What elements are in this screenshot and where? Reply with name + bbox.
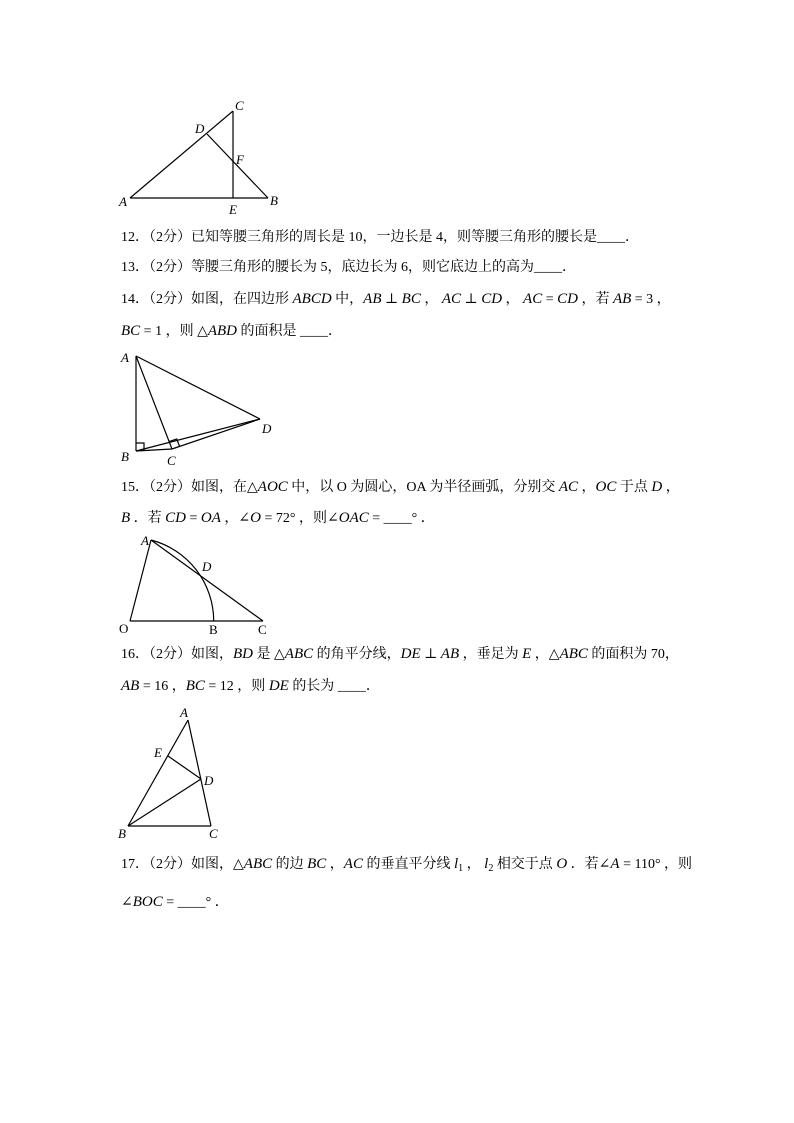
text-run: △: [233, 857, 244, 872]
text-run: 是: [253, 647, 274, 662]
text-run: △: [274, 647, 285, 662]
text-run: ⊥: [420, 647, 441, 662]
text-run: = 3 ，: [631, 292, 671, 307]
text-run: ．若: [130, 511, 166, 526]
label-B: B: [209, 622, 218, 637]
text-run: ⊥: [461, 292, 482, 307]
label-F: F: [236, 152, 244, 167]
text-run: 的面积为 70，: [587, 647, 679, 662]
text-run: 于点: [616, 480, 652, 495]
label-B: B: [270, 193, 278, 208]
math-variable: l: [484, 856, 489, 872]
figure-q14: [120, 350, 272, 468]
text-run: ，: [502, 292, 524, 307]
math-variable: BC: [307, 856, 327, 872]
math-variable: CD: [165, 510, 187, 526]
text-run: 的边: [272, 857, 308, 872]
math-variable: AB: [363, 291, 382, 307]
text-run: ，: [662, 480, 680, 495]
text-run: =: [368, 511, 384, 526]
text-run: 中，以: [287, 480, 337, 495]
text-run: =: [186, 511, 201, 526]
label-C: C: [235, 98, 244, 113]
label-C: C: [209, 826, 218, 841]
label-D: D: [195, 121, 205, 136]
text-run: 13．（2分）等腰三角形的腰长为 5，底边长为 6，则它底边上的高为: [121, 260, 534, 275]
math-variable: B: [121, 510, 131, 526]
math-variable: O: [556, 856, 568, 872]
text-run: 15．（2分）如图，在: [121, 480, 247, 495]
text-run: ．: [625, 230, 639, 245]
question-15-line-2: [121, 508, 435, 528]
text-run: OA: [406, 480, 426, 495]
math-variable: BD: [233, 646, 253, 662]
math-variable: OA: [200, 510, 221, 526]
segment-OA: [130, 540, 151, 621]
text-run: ° ．: [205, 895, 229, 910]
text-run: ，: [463, 857, 485, 872]
text-run: = 16 ，: [139, 679, 186, 694]
text-run: = 12 ，则: [204, 679, 269, 694]
question-14-line-2: [121, 321, 342, 341]
text-run: =: [542, 292, 558, 307]
math-variable: CD: [557, 291, 578, 307]
text-run: ，: [326, 857, 344, 872]
label-D: D: [262, 421, 272, 436]
math-variable: ABC: [559, 646, 588, 662]
text-run: 相交于点: [493, 857, 557, 872]
text-run: 为圆心，: [346, 480, 407, 495]
math-variable: BOC: [132, 894, 163, 910]
label-A: A: [180, 705, 188, 720]
answer-blank: ____: [534, 260, 562, 275]
label-A: A: [141, 533, 149, 548]
segment-AC: [130, 111, 233, 198]
text-run: ，: [420, 292, 442, 307]
math-variable: BC: [401, 291, 421, 307]
answer-blank: ____: [300, 324, 329, 339]
text-run: ，垂足为: [459, 647, 523, 662]
math-variable: A: [610, 856, 620, 872]
text-run: ° ．: [411, 511, 435, 526]
text-run: ∠: [121, 895, 133, 910]
text-run: 17．（2分）如图，: [121, 857, 233, 872]
text-run: ．: [365, 679, 380, 694]
text-run: △: [247, 480, 258, 495]
label-A: A: [121, 350, 129, 365]
text-run: 的长为: [288, 679, 338, 694]
math-variable: AB: [612, 291, 632, 307]
text-run: ，: [578, 480, 596, 495]
math-subscript: 1: [458, 863, 464, 874]
text-run: = 110° ，则: [619, 857, 693, 872]
segment-AC: [136, 356, 172, 449]
text-run: O: [336, 480, 347, 495]
text-run: 的垂直平分线: [362, 857, 454, 872]
math-variable: DE: [400, 646, 421, 662]
figure-q15: [119, 533, 267, 637]
math-variable: ABCD: [292, 291, 332, 307]
math-variable: DE: [268, 678, 289, 694]
figure-q16: [118, 705, 218, 841]
question-16-line-1: [121, 644, 679, 664]
math-variable: AB: [440, 646, 460, 662]
label-E: E: [154, 745, 162, 760]
segment-CD: [172, 419, 260, 449]
math-variable: ABD: [207, 323, 238, 339]
label-D: D: [202, 559, 212, 574]
label-O: O: [119, 621, 129, 636]
math-variable: O: [250, 510, 261, 526]
segment-BD: [128, 779, 201, 826]
math-variable: AC: [558, 479, 579, 495]
math-variable: AC: [523, 291, 543, 307]
text-run: 为半径画弧，分别交: [425, 480, 559, 495]
text-run: △: [197, 324, 208, 339]
question-16-line-2: [121, 676, 380, 696]
math-variable: l: [453, 856, 459, 872]
math-variable: ABC: [243, 856, 273, 872]
question-17-line-1: [121, 854, 692, 874]
text-run: 中，: [331, 292, 364, 307]
math-variable: OC: [595, 479, 617, 495]
text-run: ，: [531, 647, 549, 662]
question-15-line-1: [121, 477, 680, 497]
label-C: C: [167, 453, 176, 468]
answer-blank: ____: [337, 679, 366, 694]
math-variable: D: [651, 479, 663, 495]
segment-AC: [151, 540, 263, 621]
math-variable: BC: [185, 678, 205, 694]
question-14-line-1: [121, 289, 671, 309]
math-variable: AC: [343, 856, 363, 872]
segment-BD: [136, 419, 260, 451]
text-run: = 1 ，则: [140, 324, 198, 339]
label-D: D: [204, 773, 214, 788]
text-run: △: [548, 647, 560, 662]
text-run: = 72° ，则∠: [261, 511, 339, 526]
text-run: ⊥: [381, 292, 402, 307]
text-run: 的角平分线，: [313, 647, 401, 662]
text-run: 14．（2分）如图，在四边形: [121, 292, 293, 307]
math-variable: CD: [481, 291, 503, 307]
answer-blank: ____: [597, 230, 625, 245]
arc-AB: [151, 540, 214, 621]
math-variable: AC: [441, 291, 462, 307]
segment-AB: [128, 720, 188, 826]
question-12-line-1: [121, 228, 639, 248]
label-B: B: [118, 826, 126, 841]
answer-blank: ____: [177, 895, 206, 910]
question-13-line-1: [121, 258, 576, 278]
question-17-line-2: [121, 892, 229, 912]
answer-blank: ____: [383, 511, 412, 526]
text-run: ，∠: [220, 511, 251, 526]
label-C: C: [258, 622, 267, 637]
text-run: 12．（2分）已知等腰三角形的周长是 10，一边长是 4，则等腰三角形的腰长是: [121, 230, 597, 245]
text-run: =: [162, 895, 178, 910]
math-subscript: 2: [488, 863, 494, 874]
text-run: ．: [562, 260, 576, 275]
text-run: 的面积是: [237, 324, 301, 339]
segment-AD: [136, 356, 260, 419]
text-run: ．: [328, 324, 343, 339]
math-variable: OAC: [338, 510, 369, 526]
label-B: B: [121, 449, 129, 464]
text-run: ，若: [577, 292, 613, 307]
math-variable: E: [522, 646, 532, 662]
label-E: E: [229, 202, 237, 217]
math-variable: AOC: [257, 479, 288, 495]
figure-top: [118, 98, 278, 217]
label-A: A: [119, 194, 127, 209]
math-variable: BC: [121, 323, 141, 339]
math-variable: AB: [121, 678, 140, 694]
text-run: 16．（2分）如图，: [121, 647, 233, 662]
math-variable: ABC: [284, 646, 314, 662]
text-run: ．若∠: [567, 857, 611, 872]
